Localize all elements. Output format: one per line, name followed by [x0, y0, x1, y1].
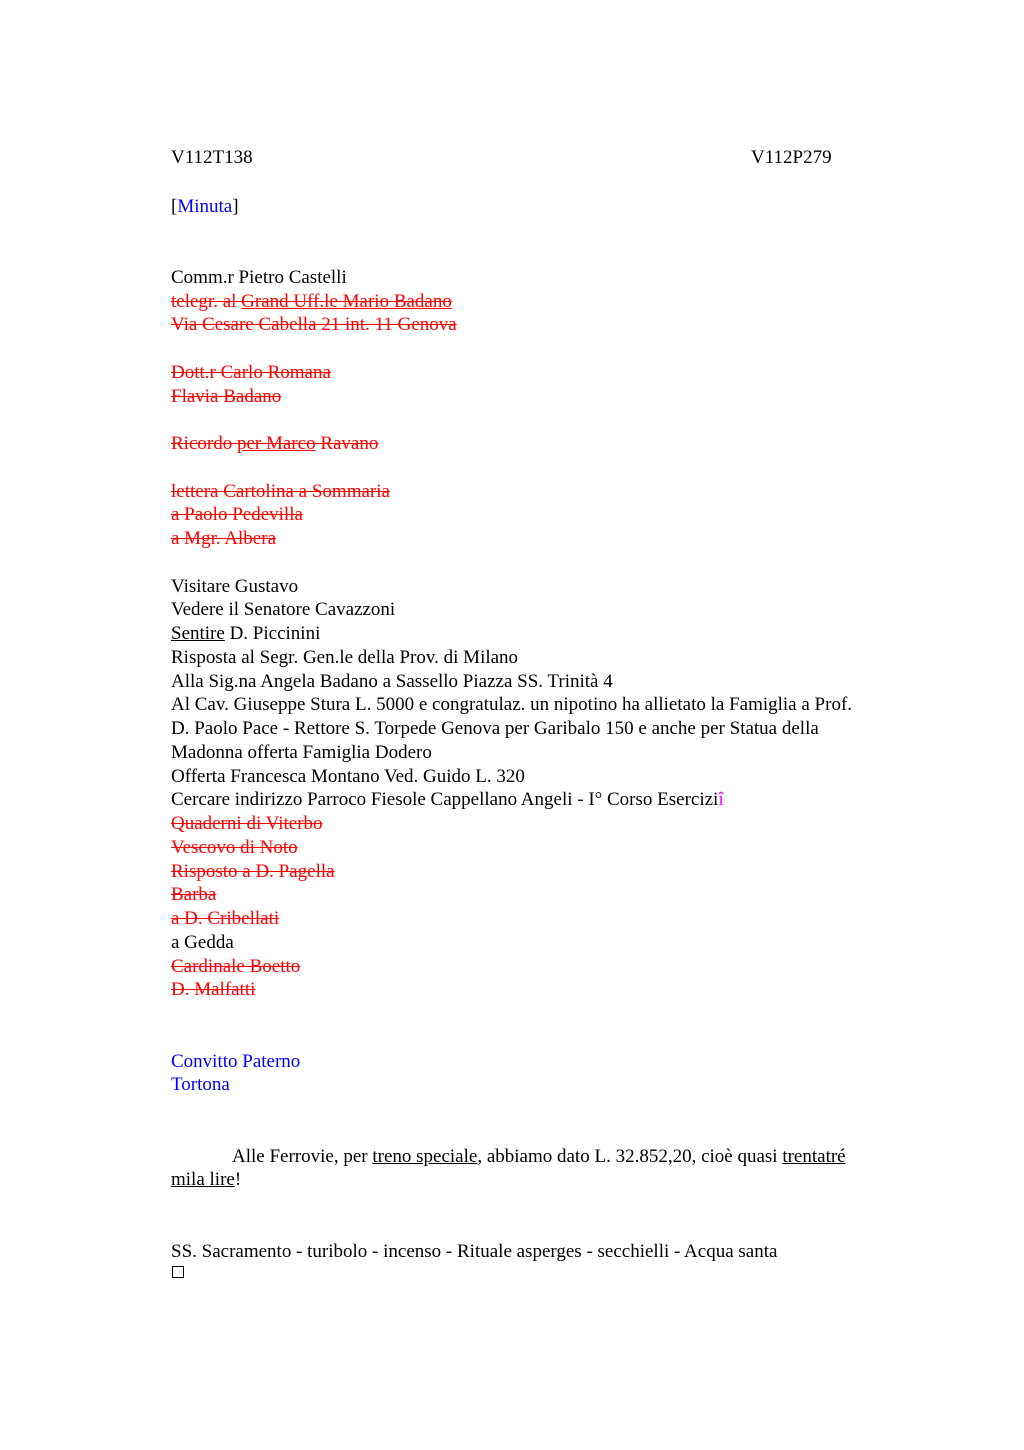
task-offerta: Offerta Francesca Montano Ved. Guido L. 320	[171, 766, 525, 787]
struck-line-cribellati: a D. Cribellati	[171, 908, 280, 929]
struck-line-barba: Barba	[171, 884, 217, 905]
task-cercare: Cercare indirizzo Parroco Fiesole Cappellano Angeli - I° Corso Eserciziî	[171, 789, 724, 810]
addressee-street-line: Via Cesare Cabella 21 int. 11 Genova	[171, 314, 457, 335]
header-right-code: V112P279	[751, 147, 832, 168]
header-left-code: V112T138	[171, 147, 253, 168]
struck-line-malfatti: D. Malfatti	[171, 979, 256, 1000]
struck-line-ricordo: Ricordo per Marco Ravano	[171, 433, 379, 454]
struck-line-pedevilla: a Paolo Pedevilla	[171, 504, 303, 525]
addressee-telegram-line: telegr. al Grand Uff.le Mario Badano	[171, 291, 452, 312]
struck-line-cardinale: Cardinale Boetto	[171, 956, 301, 977]
convitto-line1: Convitto Paterno	[171, 1051, 301, 1072]
sacramento-line: SS. Sacramento - turibolo - incenso - Rituale asperges - secchielli - Acqua santa	[171, 1241, 778, 1262]
struck-line-vescovo: Vescovo di Noto	[171, 837, 298, 858]
minuta-label: [Minuta]	[171, 196, 239, 217]
task-cav-line3: Madonna offerta Famiglia Dodero	[171, 742, 432, 763]
struck-line-flavia: Flavia Badano	[171, 386, 282, 407]
convitto-line2: Tortona	[171, 1074, 230, 1095]
task-sentire: Sentire D. Piccinini	[171, 623, 321, 644]
checkbox-icon	[172, 1266, 184, 1278]
struck-line-lettera: lettera Cartolina a Sommaria	[171, 481, 390, 502]
ferrovie-line2: mila lire!	[171, 1169, 242, 1190]
task-risposta: Risposta al Segr. Gen.le della Prov. di Milano	[171, 647, 519, 668]
ferrovie-line1: Alle Ferrovie, per treno speciale, abbiamo dato L. 32.852,20, cioè quasi trentatré	[232, 1146, 846, 1167]
task-gedda: a Gedda	[171, 932, 234, 953]
task-cav-line2: D. Paolo Pace - Rettore S. Torpede Genova per Garibalo 150 e anche per Statua della	[171, 718, 819, 739]
struck-line-quaderni: Quaderni di Viterbo	[171, 813, 323, 834]
task-visitare: Visitare Gustavo	[171, 576, 299, 597]
task-cav-line1: Al Cav. Giuseppe Stura L. 5000 e congratulaz. un nipotino ha allietato la Famiglia a Prof.	[171, 694, 853, 715]
task-alla: Alla Sig.na Angela Badano a Sassello Piazza SS. Trinità 4	[171, 671, 613, 692]
struck-line-romana: Dott.r Carlo Romana	[171, 362, 331, 383]
struck-line-risposto: Risposto a D. Pagella	[171, 861, 335, 882]
struck-line-albera: a Mgr. Albera	[171, 528, 277, 549]
addressee-name: Comm.r Pietro Castelli	[171, 267, 347, 288]
task-vedere: Vedere il Senatore Cavazzoni	[171, 599, 396, 620]
